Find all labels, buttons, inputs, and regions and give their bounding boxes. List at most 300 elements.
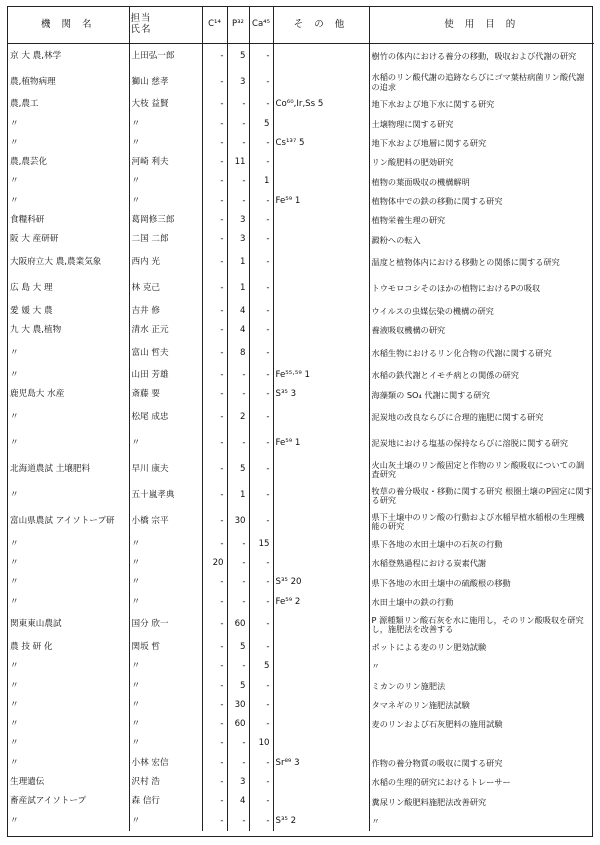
cell-c14: -: [202, 509, 227, 535]
table-row: [8, 638, 594, 657]
cell-inst: 〃: [10, 680, 19, 691]
cell-c14: -: [202, 612, 227, 638]
cell-inst: 〃: [10, 538, 19, 549]
cell-ca45: -: [249, 431, 273, 457]
cell-person: 〃: [129, 431, 202, 457]
cell-other: [273, 115, 369, 134]
cell-person: 沢村 浩: [129, 773, 202, 792]
cell-purpose: 水稲のリン酸代謝の追跡ならびにゴマ葉枯病菌リン酸代謝の追求: [369, 70, 594, 96]
cell-inst: 鹿児島大 水産: [10, 389, 65, 400]
cell-c14: -: [202, 366, 227, 385]
cell-person: 吉井 修: [129, 302, 202, 321]
cell-purpose: 泥炭地の改良ならびに合理的施肥に関する研究: [369, 405, 594, 431]
cell-c14: -: [202, 812, 227, 831]
cell-purpose: 養液吸収機構の研究: [369, 321, 594, 340]
cell-ca45: -: [249, 96, 273, 115]
cell-c14: -: [202, 574, 227, 593]
table-row: [8, 44, 594, 70]
cell-other: [273, 638, 369, 657]
cell-other: Fe⁵⁹ 1: [273, 192, 369, 211]
table-row: [8, 612, 594, 638]
cell-purpose: 水田土壌中の鉄の行動: [369, 593, 594, 612]
cell-c14: -: [202, 638, 227, 657]
cell-c14: -: [202, 276, 227, 302]
cell-other: [273, 735, 369, 754]
cell-person: 〃: [129, 593, 202, 612]
cell-ca45: -: [249, 812, 273, 831]
cell-ca45: -: [249, 276, 273, 302]
cell-other: [273, 483, 369, 509]
cell-inst: 〃: [10, 577, 19, 588]
cell-person: 〃: [129, 812, 202, 831]
cell-inst: 〃: [10, 558, 19, 569]
cell-purpose: 土壌物理に関する研究: [369, 115, 594, 134]
cell-c14: -: [202, 483, 227, 509]
cell-c14: 20: [202, 554, 227, 573]
cell-p32: 4: [227, 321, 249, 340]
table-row: [8, 715, 594, 734]
cell-inst: 阪 大 産研研: [10, 234, 59, 245]
cell-ca45: -: [249, 250, 273, 276]
cell-purpose: 水稲生物におけるリン化合物の代謝に関する研究: [369, 340, 594, 366]
header-person-bottom: 氏名: [130, 24, 152, 35]
cell-p32: 1: [227, 250, 249, 276]
header-c14: C¹⁴: [202, 7, 227, 44]
cell-c14: -: [202, 754, 227, 773]
cell-ca45: -: [249, 231, 273, 250]
cell-inst: 広 島 大 理: [10, 282, 53, 293]
cell-purpose: 水稲の生理的研究におけるトレーサー: [369, 773, 594, 792]
cell-ca45: -: [249, 612, 273, 638]
cell-c14: -: [202, 535, 227, 554]
cell-inst: 〃: [10, 370, 19, 381]
cell-c14: -: [202, 44, 227, 70]
cell-person: 西内 光: [129, 250, 202, 276]
cell-ca45: -: [249, 715, 273, 734]
table-row: [8, 386, 594, 405]
cell-ca45: -: [249, 773, 273, 792]
cell-other: [273, 70, 369, 96]
table-row: [8, 211, 594, 230]
cell-p32: 11: [227, 153, 249, 172]
cell-inst: 富山県農試 アイソトープ研: [10, 516, 115, 527]
table-row: [8, 735, 594, 754]
cell-person: 五十嵐孝典: [129, 483, 202, 509]
cell-person: 〃: [129, 735, 202, 754]
cell-inst: 京 大 農,林学: [10, 50, 62, 61]
cell-p32: 3: [227, 231, 249, 250]
table-row: [8, 192, 594, 211]
cell-c14: -: [202, 211, 227, 230]
cell-c14: -: [202, 231, 227, 250]
cell-p32: 3: [227, 773, 249, 792]
cell-p32: -: [227, 192, 249, 211]
cell-ca45: 15: [249, 535, 273, 554]
cell-person: 関坂 哲: [129, 638, 202, 657]
cell-inst: 北海道農試 土壌肥料: [10, 464, 91, 475]
cell-purpose: 植物の葉面吸収の機構解明: [369, 173, 594, 192]
cell-ca45: -: [249, 677, 273, 696]
cell-ca45: -: [249, 593, 273, 612]
table-row: [8, 96, 594, 115]
cell-other: [273, 276, 369, 302]
cell-c14: -: [202, 696, 227, 715]
cell-person: 〃: [129, 574, 202, 593]
cell-purpose: 麦のリンおよび石灰肥料の施用試験: [369, 715, 594, 734]
cell-inst: 畜産試アイソトープ: [10, 796, 87, 807]
cell-p32: -: [227, 658, 249, 677]
cell-ca45: -: [249, 366, 273, 385]
table-row: [8, 70, 594, 96]
table-row: [8, 509, 594, 535]
cell-ca45: -: [249, 457, 273, 483]
cell-p32: 5: [227, 677, 249, 696]
cell-ca45: -: [249, 211, 273, 230]
cell-ca45: -: [249, 638, 273, 657]
cell-other: [273, 715, 369, 734]
table-row: [8, 115, 594, 134]
cell-inst: 愛 媛 大 農: [10, 305, 53, 316]
cell-c14: -: [202, 386, 227, 405]
cell-c14: -: [202, 250, 227, 276]
table-row: [8, 366, 594, 385]
table-row: [8, 535, 594, 554]
cell-other: [273, 554, 369, 573]
cell-other: Fe⁵⁹ 2: [273, 593, 369, 612]
cell-other: Sr⁸⁹ 3: [273, 754, 369, 773]
cell-ca45: -: [249, 754, 273, 773]
cell-ca45: -: [249, 321, 273, 340]
cell-person: 小林 宏信: [129, 754, 202, 773]
cell-purpose: 火山灰土壌のリン酸固定と作物のリン酸吸収についての調査研究: [369, 457, 594, 483]
cell-ca45: -: [249, 509, 273, 535]
cell-person: 河崎 利夫: [129, 153, 202, 172]
cell-purpose: 海藻類の SO₄ 代謝に関する研究: [369, 386, 594, 405]
cell-inst: 〃: [10, 596, 19, 607]
cell-p32: 1: [227, 483, 249, 509]
cell-person: 小橋 宗平: [129, 509, 202, 535]
cell-c14: -: [202, 153, 227, 172]
cell-person: 〃: [129, 173, 202, 192]
cell-ca45: -: [249, 483, 273, 509]
cell-other: [273, 612, 369, 638]
table-row: [8, 554, 594, 573]
cell-other: [273, 535, 369, 554]
cell-purpose: 牧草の養分吸収・移動に関する研究 根圏土壌のP固定に関する研究: [369, 483, 594, 509]
cell-other: [273, 211, 369, 230]
cell-ca45: 5: [249, 115, 273, 134]
cell-ca45: -: [249, 696, 273, 715]
table-row: [8, 812, 594, 831]
data-table-frame: [7, 6, 593, 837]
cell-inst: 生理遺伝: [10, 777, 45, 788]
cell-person: 〃: [129, 115, 202, 134]
cell-person: 早川 康夫: [129, 457, 202, 483]
table-row: [8, 250, 594, 276]
cell-inst: 農,農工: [10, 99, 39, 110]
cell-ca45: -: [249, 405, 273, 431]
header-p32: P³²: [227, 7, 249, 44]
table-row: [8, 457, 594, 483]
cell-other: Cs¹³⁷ 5: [273, 134, 369, 153]
cell-person: 大枝 益賢: [129, 96, 202, 115]
cell-p32: -: [227, 134, 249, 153]
cell-c14: -: [202, 431, 227, 457]
cell-other: [273, 773, 369, 792]
cell-c14: -: [202, 405, 227, 431]
cell-other: S³⁵ 20: [273, 574, 369, 593]
cell-p32: -: [227, 115, 249, 134]
cell-purpose: [369, 735, 594, 754]
table-row: [8, 658, 594, 677]
cell-ca45: -: [249, 793, 273, 812]
cell-ca45: -: [249, 302, 273, 321]
cell-inst: 〃: [10, 699, 19, 710]
cell-p32: 3: [227, 70, 249, 96]
cell-ca45: -: [249, 192, 273, 211]
cell-ca45: -: [249, 153, 273, 172]
cell-p32: -: [227, 593, 249, 612]
table-row: [8, 173, 594, 192]
cell-p32: -: [227, 535, 249, 554]
cell-p32: -: [227, 735, 249, 754]
cell-other: [273, 321, 369, 340]
cell-other: [273, 231, 369, 250]
cell-inst: 農,植物病理: [10, 76, 56, 87]
header-institution: 機 関 名: [8, 7, 129, 44]
cell-ca45: 1: [249, 173, 273, 192]
cell-other: S³⁵ 2: [273, 812, 369, 831]
cell-p32: 5: [227, 44, 249, 70]
cell-purpose: トウモロコシそのほかの植物におけるPの吸収: [369, 276, 594, 302]
cell-person: 松尾 成忠: [129, 405, 202, 431]
cell-person: 清水 正元: [129, 321, 202, 340]
cell-inst: 農,農芸化: [10, 157, 48, 168]
cell-person: 〃: [129, 677, 202, 696]
cell-purpose: 糞尿リン酸肥料施肥法改善研究: [369, 793, 594, 812]
cell-purpose: 植物栄養生理の研究: [369, 211, 594, 230]
cell-other: S³⁵ 3: [273, 386, 369, 405]
cell-c14: -: [202, 134, 227, 153]
cell-purpose: 水稲登熟過程における炭素代謝: [369, 554, 594, 573]
cell-purpose: 県下各地の水田土壌中の石灰の行動: [369, 535, 594, 554]
cell-other: [273, 173, 369, 192]
cell-purpose: 樹竹の体内における養分の移動，吸収および代謝の研究: [369, 44, 594, 70]
cell-p32: 2: [227, 405, 249, 431]
cell-other: [273, 44, 369, 70]
cell-c14: -: [202, 735, 227, 754]
header-purpose: 使 用 目 的: [369, 7, 594, 44]
table-row: [8, 793, 594, 812]
cell-person: 〃: [129, 192, 202, 211]
cell-person: 山田 芳雄: [129, 366, 202, 385]
cell-inst: 大阪府立大 農,農業気象: [10, 256, 102, 267]
table-row: [8, 153, 594, 172]
cell-person: 斎藤 要: [129, 386, 202, 405]
cell-other: Fe⁵⁵·⁵⁹ 1: [273, 366, 369, 385]
table-row: [8, 431, 594, 457]
cell-ca45: -: [249, 70, 273, 96]
cell-p32: -: [227, 431, 249, 457]
cell-person: 林 克己: [129, 276, 202, 302]
cell-purpose: 作物の養分物質の吸収に関する研究: [369, 754, 594, 773]
cell-inst: 〃: [10, 195, 19, 206]
cell-inst: 〃: [10, 137, 19, 148]
cell-inst: 九 大 農,植物: [10, 324, 62, 335]
cell-p32: -: [227, 386, 249, 405]
cell-inst: 〃: [10, 438, 19, 449]
cell-c14: -: [202, 773, 227, 792]
cell-p32: 3: [227, 211, 249, 230]
cell-person: 獅山 慈孝: [129, 70, 202, 96]
table-row: [8, 340, 594, 366]
table-row: [8, 231, 594, 250]
cell-purpose: ポットによる麦のリン肥効試験: [369, 638, 594, 657]
cell-other: Co⁶⁰,Ir,Ss 5: [273, 96, 369, 115]
cell-other: [273, 250, 369, 276]
cell-inst: 〃: [10, 118, 19, 129]
cell-c14: -: [202, 192, 227, 211]
cell-person: 〃: [129, 554, 202, 573]
cell-c14: -: [202, 173, 227, 192]
cell-purpose: 〃: [369, 658, 594, 677]
cell-p32: -: [227, 173, 249, 192]
cell-c14: -: [202, 677, 227, 696]
cell-ca45: 10: [249, 735, 273, 754]
table-row: [8, 134, 594, 153]
cell-c14: -: [202, 593, 227, 612]
cell-purpose: ミカンのリン施肥法: [369, 677, 594, 696]
header-person: [129, 7, 202, 44]
cell-c14: -: [202, 321, 227, 340]
cell-p32: -: [227, 554, 249, 573]
cell-purpose: 県下各地の水田土壌中の硫酸根の移動: [369, 574, 594, 593]
cell-inst: 〃: [10, 738, 19, 749]
cell-p32: -: [227, 812, 249, 831]
table-row: [8, 677, 594, 696]
cell-p32: 4: [227, 302, 249, 321]
cell-person: 〃: [129, 715, 202, 734]
cell-inst: 〃: [10, 661, 19, 672]
cell-p32: 4: [227, 793, 249, 812]
cell-purpose: タマネギのリン施肥法試験: [369, 696, 594, 715]
cell-purpose: P 源種類リン酸石灰を水に施用し，そのリン酸吸収を研究し，施肥法を改善する: [369, 612, 594, 638]
table-row: [8, 773, 594, 792]
cell-ca45: -: [249, 134, 273, 153]
cell-p32: -: [227, 574, 249, 593]
cell-other: [273, 658, 369, 677]
table-row: [8, 754, 594, 773]
table-row: [8, 696, 594, 715]
cell-c14: -: [202, 96, 227, 115]
cell-purpose: 植物体中での鉄の移動に関する研究: [369, 192, 594, 211]
cell-inst: 農 技 研 化: [10, 641, 53, 652]
table-row: [8, 574, 594, 593]
cell-inst: 〃: [10, 757, 19, 768]
cell-person: 〃: [129, 696, 202, 715]
cell-p32: 30: [227, 696, 249, 715]
cell-ca45: -: [249, 386, 273, 405]
cell-person: 国分 欣一: [129, 612, 202, 638]
table-row: [8, 483, 594, 509]
cell-other: [273, 696, 369, 715]
cell-c14: -: [202, 340, 227, 366]
cell-p32: 1: [227, 276, 249, 302]
cell-ca45: 5: [249, 658, 273, 677]
cell-other: [273, 340, 369, 366]
cell-inst: 〃: [10, 490, 19, 501]
cell-other: [273, 153, 369, 172]
cell-c14: -: [202, 715, 227, 734]
cell-p32: -: [227, 366, 249, 385]
cell-inst: 〃: [10, 176, 19, 187]
cell-c14: -: [202, 457, 227, 483]
cell-inst: 〃: [10, 347, 19, 358]
cell-p32: 5: [227, 457, 249, 483]
isotope-usage-table: [8, 7, 594, 831]
cell-p32: -: [227, 96, 249, 115]
cell-purpose: 地下水および地層に関する研究: [369, 134, 594, 153]
cell-purpose: ウイルスの虫媒伝染の機構の研究: [369, 302, 594, 321]
cell-purpose: 県下土壌中のリン酸の行動および水稲早植水稲根の生理機能の研究: [369, 509, 594, 535]
cell-inst: 〃: [10, 815, 19, 826]
cell-purpose: 〃: [369, 812, 594, 831]
cell-purpose: 澱粉への転入: [369, 231, 594, 250]
cell-other: [273, 457, 369, 483]
cell-person: 森 信行: [129, 793, 202, 812]
cell-p32: 60: [227, 715, 249, 734]
cell-person: 〃: [129, 658, 202, 677]
cell-person: 〃: [129, 535, 202, 554]
cell-person: 富山 哲夫: [129, 340, 202, 366]
cell-c14: -: [202, 70, 227, 96]
table-row: [8, 593, 594, 612]
cell-p32: 8: [227, 340, 249, 366]
table-row: [8, 321, 594, 340]
cell-purpose: 泥炭地における塩基の保持ならびに溶脱に関する研究: [369, 431, 594, 457]
cell-ca45: -: [249, 554, 273, 573]
cell-purpose: 水稲の鉄代謝とイモチ病との関係の研究: [369, 366, 594, 385]
header-ca45: Ca⁴⁵: [249, 7, 273, 44]
cell-ca45: -: [249, 340, 273, 366]
cell-purpose: 地下水および地下水に関する研究: [369, 96, 594, 115]
cell-purpose: リン酸肥料の肥効研究: [369, 153, 594, 172]
table-row: [8, 276, 594, 302]
cell-purpose: 温度と植物体内における移動との関係に関する研究: [369, 250, 594, 276]
cell-other: Fe⁵⁹ 1: [273, 431, 369, 457]
header-person-top: 担当: [130, 13, 152, 25]
cell-p32: 5: [227, 638, 249, 657]
cell-c14: -: [202, 115, 227, 134]
table-body: [8, 44, 594, 832]
cell-c14: -: [202, 658, 227, 677]
cell-other: [273, 405, 369, 431]
cell-ca45: -: [249, 44, 273, 70]
cell-person: 二国 二郎: [129, 231, 202, 250]
cell-inst: 関東東山農試: [10, 619, 62, 630]
cell-person: 葛岡修三郎: [129, 211, 202, 230]
cell-other: [273, 677, 369, 696]
cell-other: [273, 302, 369, 321]
cell-c14: -: [202, 302, 227, 321]
cell-person: 上田弘一郎: [129, 44, 202, 70]
cell-p32: 30: [227, 509, 249, 535]
cell-inst: 食糧科研: [10, 214, 45, 225]
cell-p32: 60: [227, 612, 249, 638]
cell-ca45: -: [249, 574, 273, 593]
cell-inst: 〃: [10, 412, 19, 423]
cell-p32: -: [227, 754, 249, 773]
